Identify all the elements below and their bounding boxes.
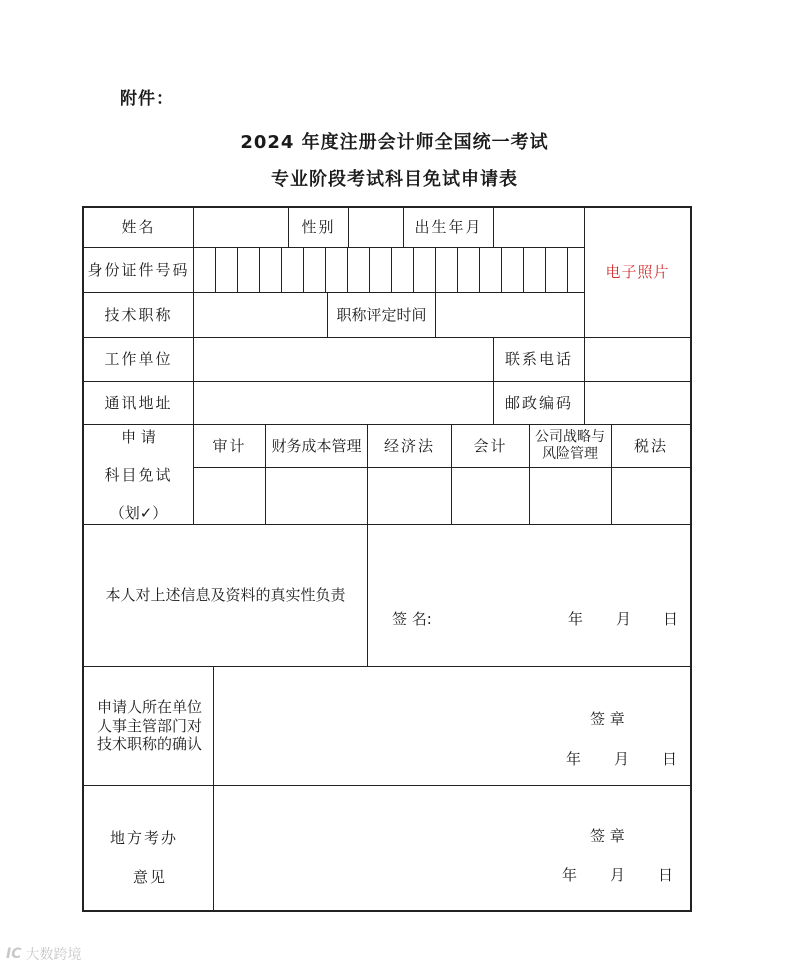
unit-seal-label: 签 章 xyxy=(590,710,625,728)
form-title-line2: 专业阶段考试科目免试申请表 xyxy=(271,169,518,190)
subject-header-accounting: 会计 xyxy=(473,436,508,455)
unit-month: 月 xyxy=(614,750,630,768)
watermark xyxy=(6,944,81,964)
phone-field[interactable] xyxy=(585,338,690,381)
watermark-text: 大数跨境 xyxy=(25,947,82,963)
subject-check-financial-cost-management[interactable] xyxy=(266,468,367,524)
declaration-month: 月 xyxy=(616,610,632,628)
title-date-label: 职称评定时间 xyxy=(336,305,427,324)
subject-check-accounting[interactable] xyxy=(452,468,529,524)
birth-label: 出生年月 xyxy=(414,217,483,236)
address-label: 通讯地址 xyxy=(104,393,173,412)
subject-header-audit: 审计 xyxy=(212,436,247,455)
local-office-year: 年 xyxy=(562,866,578,884)
subject-header-tax-law: 税法 xyxy=(633,436,668,455)
photo-placeholder[interactable]: 电子照片 xyxy=(605,262,670,281)
local-office-seal-label: 签 章 xyxy=(590,827,625,845)
form-title-line1: 2024 年度注册会计师全国统一考试 xyxy=(240,132,549,153)
unit-year: 年 xyxy=(566,750,582,768)
table-border-right xyxy=(690,206,692,912)
declaration-signature-area[interactable] xyxy=(440,590,550,640)
declaration-year: 年 xyxy=(568,610,584,628)
subject-header-financial-cost-management: 财务成本管理 xyxy=(271,436,362,455)
technical-title-field[interactable] xyxy=(194,293,327,337)
gender-field[interactable] xyxy=(349,207,403,247)
table-border-bottom xyxy=(82,910,692,912)
name-field[interactable] xyxy=(194,207,288,247)
local-office-month: 月 xyxy=(610,866,626,884)
subject-check-strategy-risk[interactable] xyxy=(530,468,611,524)
watermark-logo-icon: IC xyxy=(6,946,22,962)
subject-check-tax-law[interactable] xyxy=(612,468,690,524)
title-date-field[interactable] xyxy=(436,293,584,337)
exempt-label-line1: 申 请 xyxy=(121,427,156,446)
col-line xyxy=(367,524,368,666)
row-line xyxy=(82,785,692,786)
address-field[interactable] xyxy=(194,382,493,424)
phone-label: 联系电话 xyxy=(504,350,573,369)
local-office-label-line2: 意见 xyxy=(133,868,168,886)
declaration-text: 本人对上述信息及资料的真实性负责 xyxy=(105,586,346,605)
name-label: 姓名 xyxy=(121,217,156,236)
id-number-label: 身份证件号码 xyxy=(87,260,190,279)
gender-label: 性别 xyxy=(301,217,336,236)
unit-confirmation-label: 申请人所在单位人事主管部门对技术职称的确认 xyxy=(96,697,202,754)
attachment-label: 附件： xyxy=(120,89,174,109)
subject-header-economic-law: 经济法 xyxy=(383,436,435,455)
id-number-field[interactable] xyxy=(194,248,584,292)
local-office-label-line1: 地方考办 xyxy=(110,829,179,847)
local-office-day: 日 xyxy=(658,866,674,884)
postcode-label: 邮政编码 xyxy=(504,393,573,412)
work-unit-label: 工作单位 xyxy=(104,350,173,369)
subject-check-economic-law[interactable] xyxy=(368,468,451,524)
subject-header-strategy-risk: 公司战略与风险管理 xyxy=(535,428,605,462)
declaration-sign-label: 签 名: xyxy=(392,610,432,628)
unit-day: 日 xyxy=(662,750,678,768)
exempt-label-line2: 科目免试 xyxy=(104,465,173,484)
postcode-field[interactable] xyxy=(585,382,690,424)
exempt-label-line3: （划✓） xyxy=(109,503,168,522)
subject-check-audit[interactable] xyxy=(194,468,265,524)
work-unit-field[interactable] xyxy=(194,338,493,381)
col-line xyxy=(213,666,214,910)
declaration-day: 日 xyxy=(663,610,679,628)
technical-title-label: 技术职称 xyxy=(104,305,173,324)
birth-field[interactable] xyxy=(494,207,584,247)
